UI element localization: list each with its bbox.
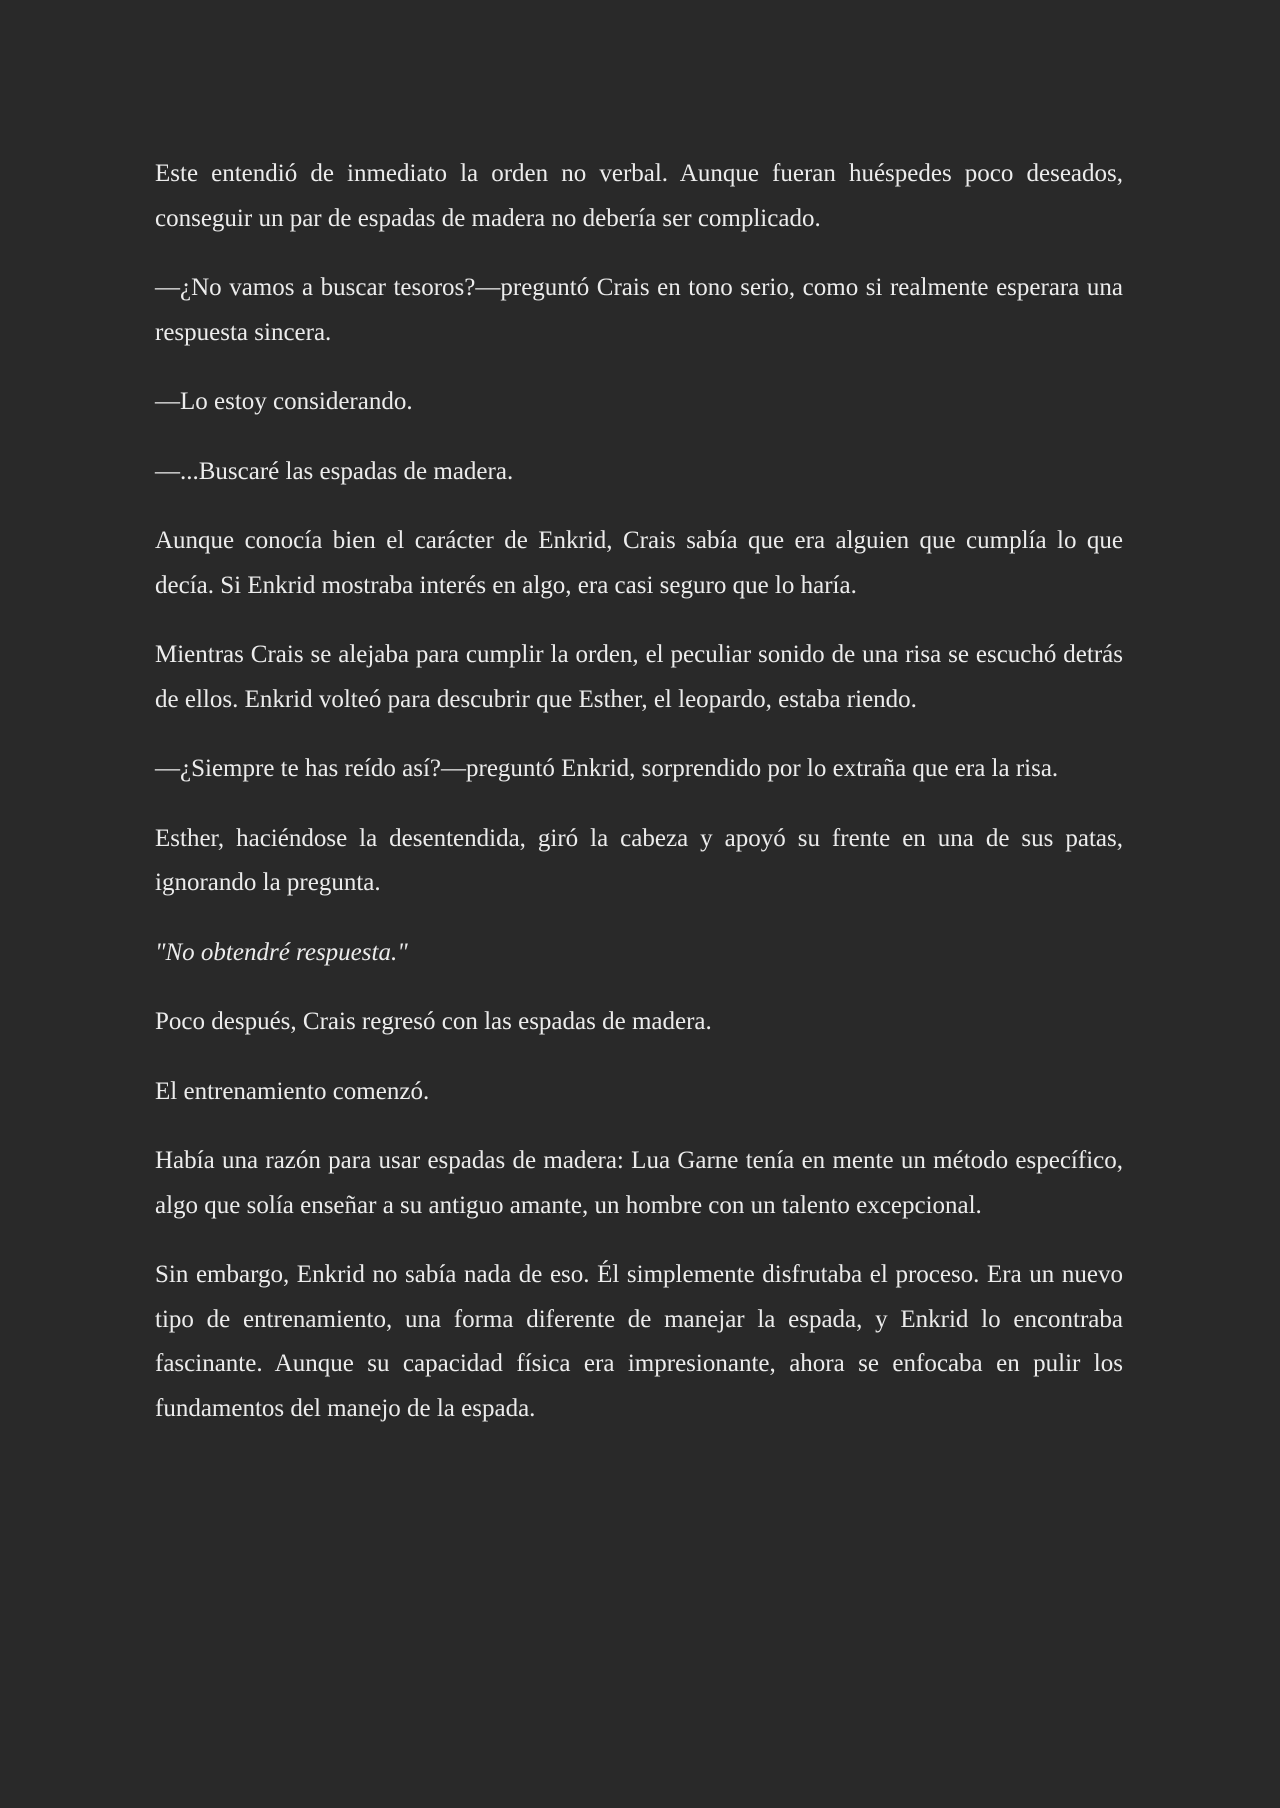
paragraph-3: —Lo estoy considerando. xyxy=(155,388,413,415)
paragraph-11: El entrenamiento comenzó. xyxy=(155,1077,430,1105)
paragraph-2: —¿No vamos a buscar tesoros?—preguntó Crais en tono serio, como si realmente esperara una respuesta sincera. xyxy=(155,274,1123,346)
paragraph-7: —¿Siempre te has reído así?—preguntó Enkrid, sorprendido por lo extraña que era la risa. xyxy=(155,755,1059,782)
paragraph-1: Este entendió de inmediato la orden no verbal. Aunque fueran huéspedes poco deseados, conseguir un par de espadas de madera no debería ser complicado. xyxy=(155,160,1123,232)
paragraph-8: Esther, haciéndose la desentendida, giró la cabeza y apoyó su frente en una de sus patas, ignorando la pregunta. xyxy=(155,824,1123,896)
paragraph-10: Poco después, Crais regresó con las espadas de madera. xyxy=(155,1008,712,1035)
paragraph-6: Mientras Crais se alejaba para cumplir la orden, el peculiar sonido de una risa se escuchó detrás de ellos. Enkrid volteó para descubrir que Esther, el leopardo, estaba riendo. xyxy=(155,641,1123,713)
paragraph-13: Sin embargo, Enkrid no sabía nada de eso. Él simplemente disfrutaba el proceso. Era un nuevo tipo de entrenamiento, una forma diferente de manejar la espada, y Enkrid lo encontraba fascinante. Aunque su capacidad física era impresionante, ahora se enfocaba en pulir los fundamentos del manejo de la espada. xyxy=(155,1261,1123,1422)
paragraph-9-thought: "No obtendré respuesta." xyxy=(155,938,408,966)
paragraph-4: —...Buscaré las espadas de madera. xyxy=(155,457,514,485)
paragraph-5: Aunque conocía bien el carácter de Enkrid, Crais sabía que era alguien que cumplía lo que decía. Si Enkrid mostraba interés en algo, era casi seguro que lo haría. xyxy=(155,527,1123,599)
chapter-text xyxy=(155,152,1123,1456)
paragraph-12: Había una razón para usar espadas de madera: Lua Garne tenía en mente un método específico, algo que solía enseñar a su antiguo amante, un hombre con un talento excepcional. xyxy=(155,1147,1123,1219)
